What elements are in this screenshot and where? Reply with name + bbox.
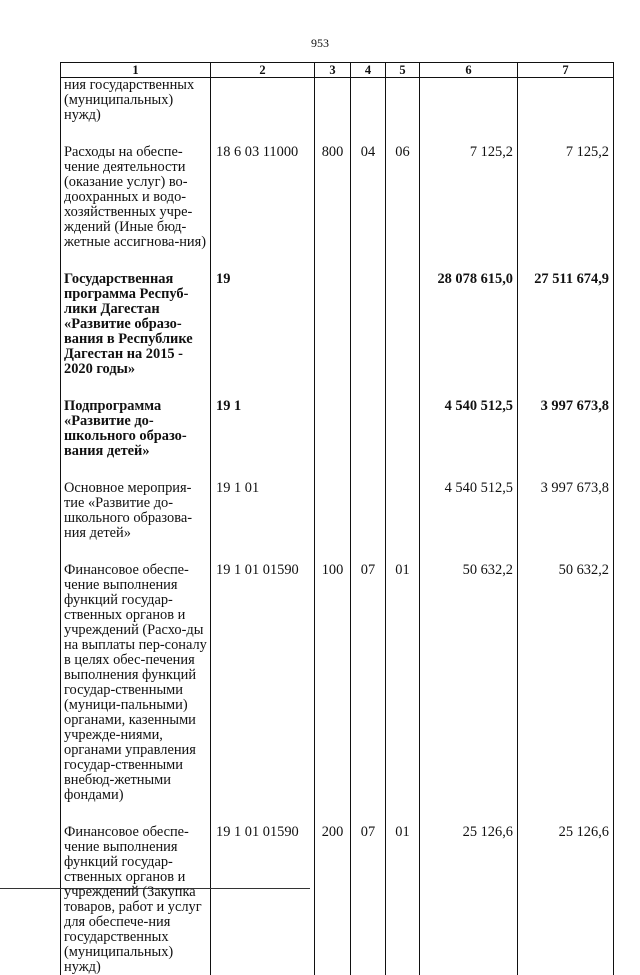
row-rz: 07 xyxy=(351,825,386,975)
page-number: 953 xyxy=(311,36,329,50)
row-pr xyxy=(386,272,420,399)
col-header: 5 xyxy=(386,63,420,78)
row-vr xyxy=(315,399,351,481)
row-sum-1: 25 126,6 xyxy=(420,825,518,975)
row-rz: 04 xyxy=(351,145,386,272)
row-code: 19 1 01 01590 xyxy=(211,825,315,975)
header-row xyxy=(61,63,614,78)
row-rz xyxy=(351,481,386,563)
table-row xyxy=(61,145,614,272)
row-vr: 100 xyxy=(315,563,351,825)
row-sum-2: 25 126,6 xyxy=(518,825,614,975)
table-row xyxy=(61,78,614,146)
row-pr xyxy=(386,481,420,563)
budget-table xyxy=(60,62,614,975)
row-vr xyxy=(315,481,351,563)
row-sum-1: 7 125,2 xyxy=(420,145,518,272)
row-sum-1: 4 540 512,5 xyxy=(420,481,518,563)
table-row xyxy=(61,399,614,481)
row-rz xyxy=(351,272,386,399)
row-vr: 200 xyxy=(315,825,351,975)
row-description: Государственная программа Респуб-лики Дагестан «Развитие образо-вания в Республике Дагестан на 2015 - 2020 годы» xyxy=(61,272,211,399)
row-pr xyxy=(386,78,420,146)
row-rz xyxy=(351,399,386,481)
table-row xyxy=(61,825,614,975)
row-rz: 07 xyxy=(351,563,386,825)
row-code: 19 xyxy=(211,272,315,399)
row-sum-2 xyxy=(518,78,614,146)
col-header: 4 xyxy=(351,63,386,78)
row-sum-2: 27 511 674,9 xyxy=(518,272,614,399)
col-header: 1 xyxy=(61,63,211,78)
row-rz xyxy=(351,78,386,146)
row-pr xyxy=(386,399,420,481)
row-code: 19 1 01 01590 xyxy=(211,563,315,825)
row-pr: 06 xyxy=(386,145,420,272)
row-sum-2: 50 632,2 xyxy=(518,563,614,825)
col-header: 2 xyxy=(211,63,315,78)
table-row xyxy=(61,563,614,825)
row-code: 19 1 xyxy=(211,399,315,481)
row-pr: 01 xyxy=(386,563,420,825)
row-pr: 01 xyxy=(386,825,420,975)
col-header: 6 xyxy=(420,63,518,78)
row-description: Основное мероприя-тие «Развитие до-школьного образова-ния детей» xyxy=(61,481,211,563)
col-header: 7 xyxy=(518,63,614,78)
row-description: ния государственных (муниципальных) нужд) xyxy=(61,78,211,146)
row-sum-2: 7 125,2 xyxy=(518,145,614,272)
table-row xyxy=(61,481,614,563)
row-description: Финансовое обеспе-чение выполнения функций государ-ственных органов и учреждений (Расхо-ды на выплаты пер-соналу в целях обес-печения выполнения функций государ-ственными (муници-пальными) органами, казенными учрежде-ниями, органами управления государ-ственными внебюд-жетными фондами) xyxy=(61,563,211,825)
row-code xyxy=(211,78,315,146)
row-sum-1 xyxy=(420,78,518,146)
col-header: 3 xyxy=(315,63,351,78)
footer-divider xyxy=(0,888,310,889)
row-sum-1: 4 540 512,5 xyxy=(420,399,518,481)
table-row xyxy=(61,272,614,399)
row-description: Подпрограмма «Развитие до-школьного образо-вания детей» xyxy=(61,399,211,481)
row-sum-2: 3 997 673,8 xyxy=(518,399,614,481)
row-vr: 800 xyxy=(315,145,351,272)
row-sum-2: 3 997 673,8 xyxy=(518,481,614,563)
row-description: Расходы на обеспе-чение деятельности (оказание услуг) во-доохранных и водо-хозяйственных учре-ждений (Иные бюд-жетные ассигнова-ния) xyxy=(61,145,211,272)
row-description: Финансовое обеспе-чение выполнения функций государ-ственных органов и учреждений (Закупка товаров, работ и услуг для обеспече-ния государственных (муниципальных) нужд) xyxy=(61,825,211,975)
row-sum-1: 28 078 615,0 xyxy=(420,272,518,399)
row-vr xyxy=(315,272,351,399)
row-code: 19 1 01 xyxy=(211,481,315,563)
row-sum-1: 50 632,2 xyxy=(420,563,518,825)
row-code: 18 6 03 11000 xyxy=(211,145,315,272)
row-vr xyxy=(315,78,351,146)
